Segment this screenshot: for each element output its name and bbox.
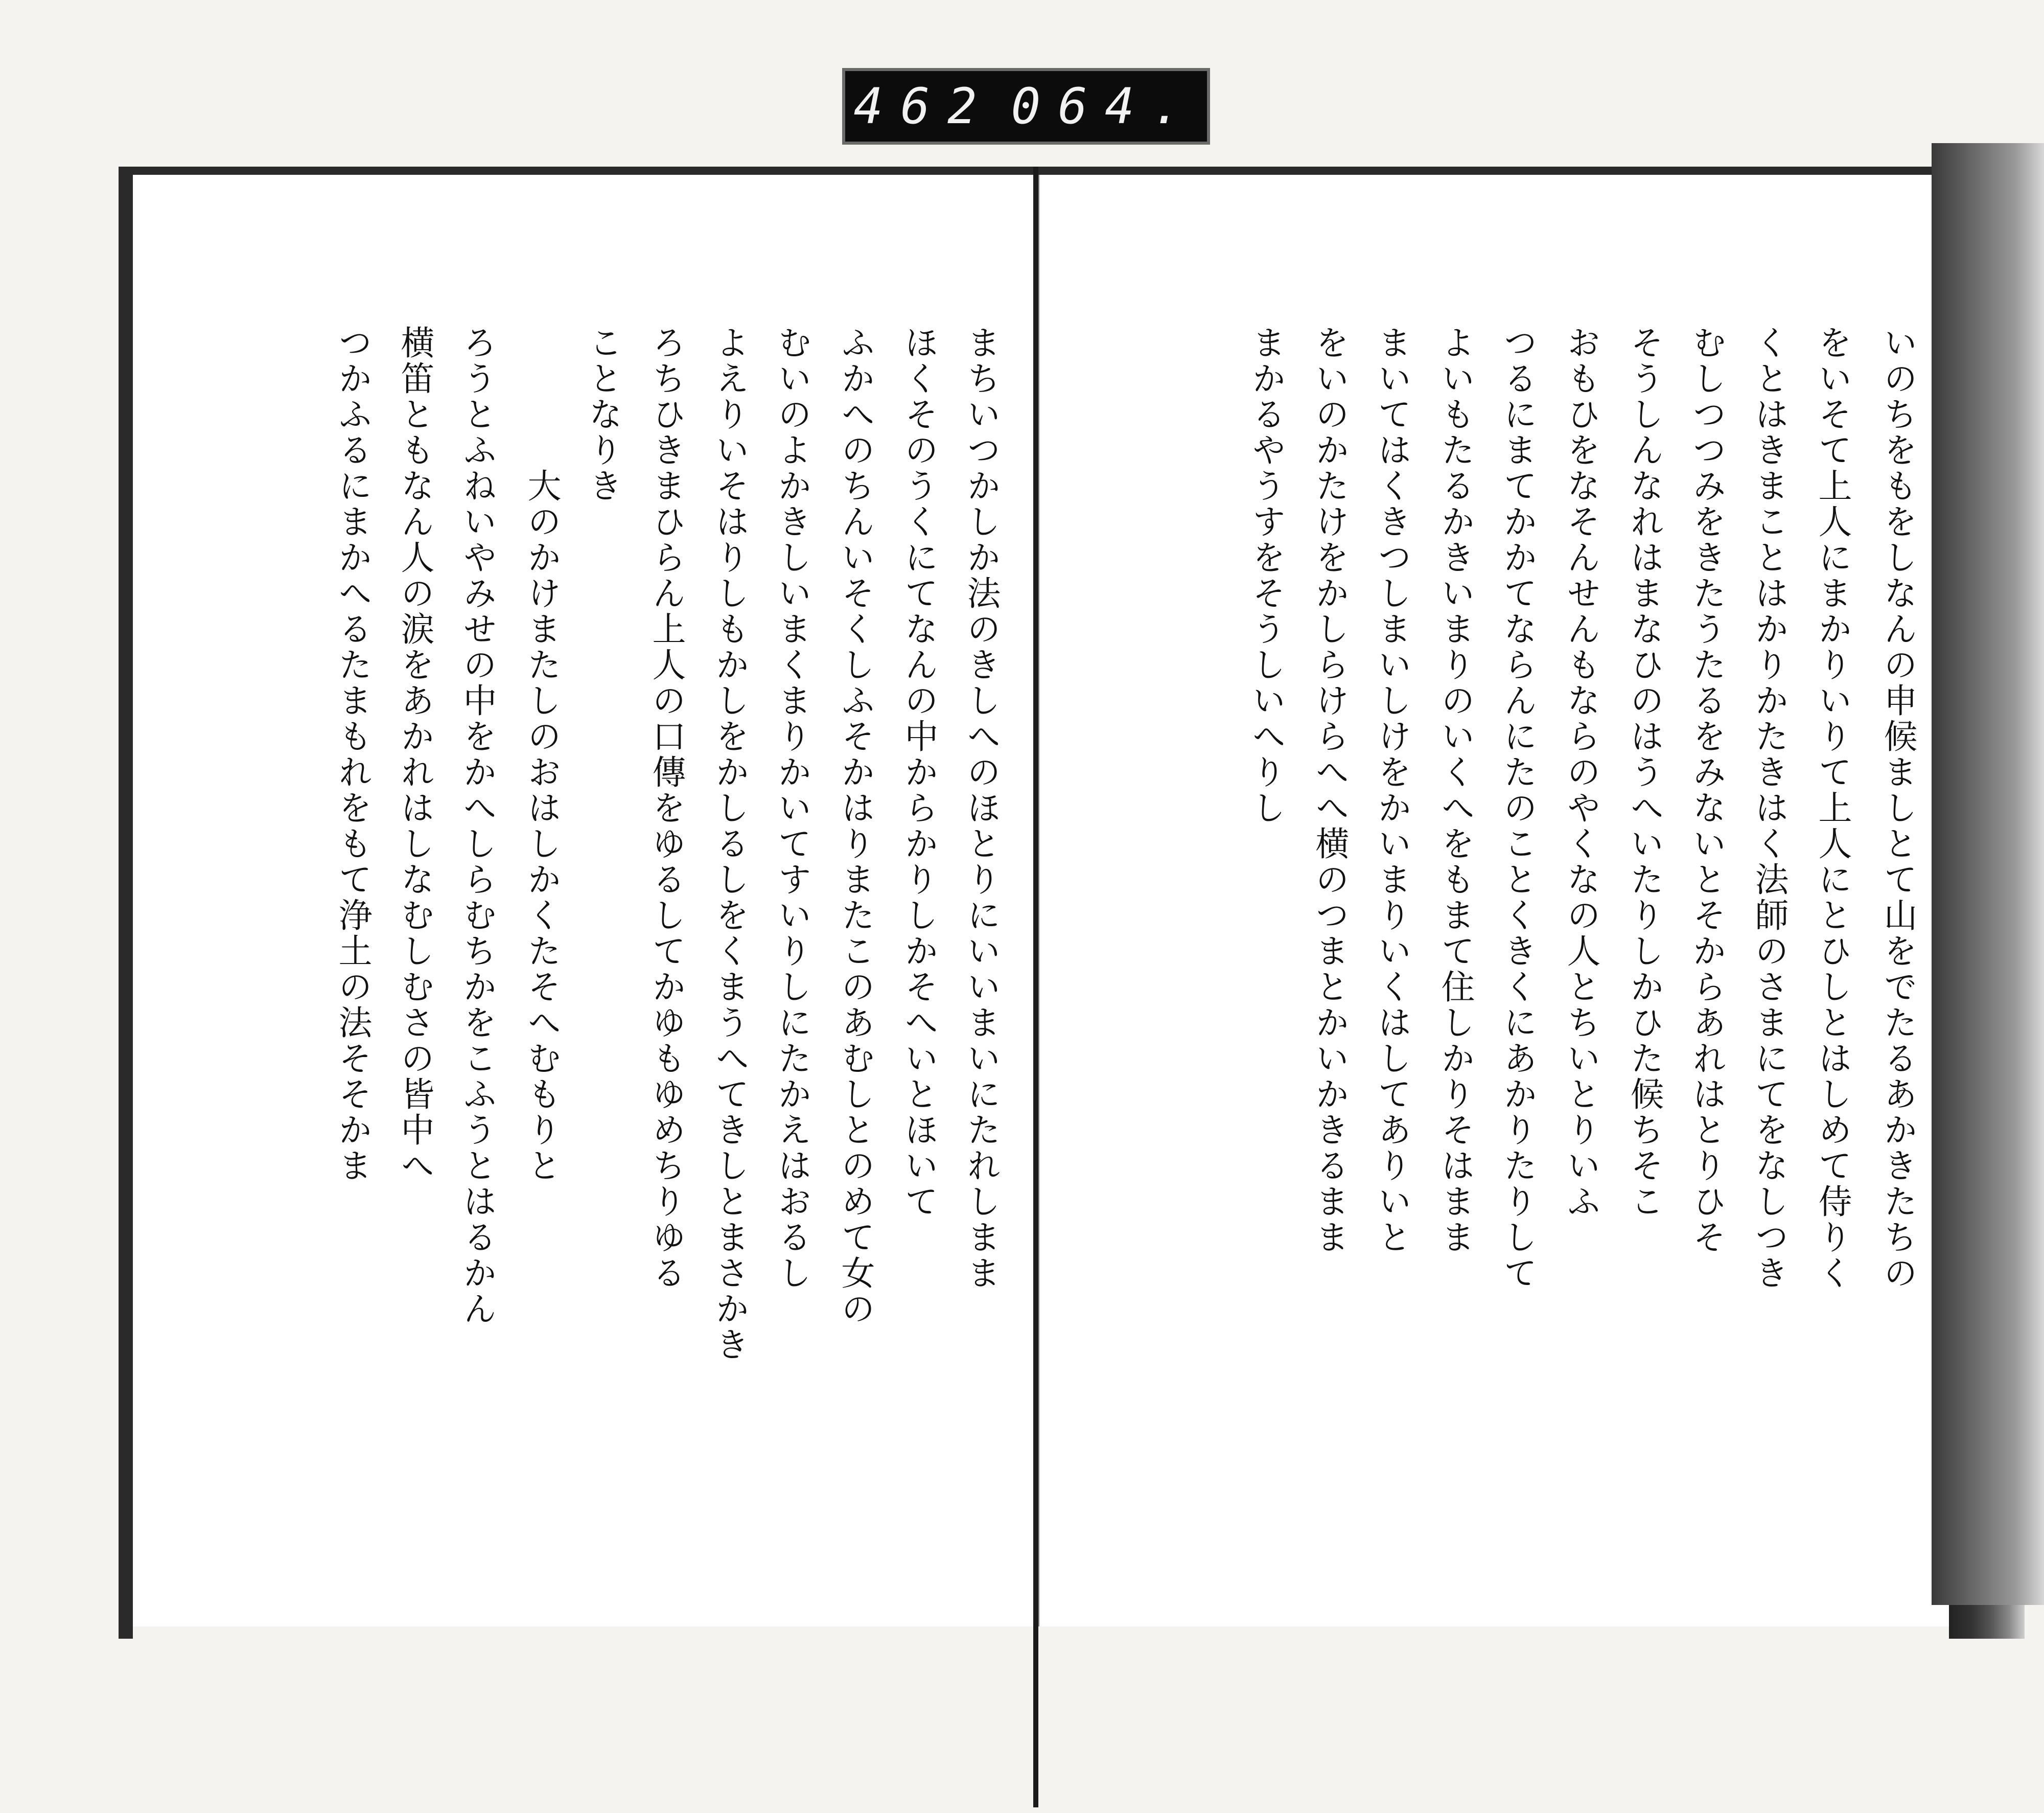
left-col-6: ろちひきまひらん上人の口傳をゆるしてかゆもゆめちりゆる bbox=[646, 325, 686, 1291]
left-col-5: よえりいそはりしもかしをかしるしをくまうへてきしとまさかき bbox=[710, 325, 749, 1363]
right-col-7: つるにまてかかてならんにたのことくきくにあかりたりして bbox=[1498, 325, 1537, 1291]
right-col-3: くとはきまことはかりかたきはく法師のさまにてをなしつき bbox=[1749, 325, 1788, 1291]
right-col-5: そうしんなれはまなひのはうへいたりしかひた候ちそこ bbox=[1624, 325, 1664, 1220]
frame-number-right: 064. bbox=[1011, 78, 1199, 135]
left-col-4: むいのよかきしいまくまりかいてすいりしにたかえはおるし bbox=[772, 325, 811, 1291]
left-col-3: ふかへのちんいそくしふそかはりまたこのあむしとのめて女の bbox=[835, 325, 875, 1327]
frame-number-left: 462 bbox=[853, 78, 994, 135]
right-col-8: よいもたるかきいまりのいくへをもまて住しかりそはまま bbox=[1435, 325, 1475, 1255]
right-col-6: おもひをなそんせんもならのやくなの人とちいとりいふ bbox=[1561, 325, 1600, 1220]
right-col-2: をいそて上人にまかりいりて上人にとひしとはしめて侍りく bbox=[1813, 325, 1852, 1291]
right-col-1: いのちをもをしなんの申候ましとて山をでたるあかきたちの bbox=[1878, 325, 1917, 1291]
left-col-9: ろうとふねいやみせの中をかへしらむちかをこふうとはるかん bbox=[457, 325, 497, 1327]
cover-edge-top bbox=[119, 167, 1973, 175]
scan-shadow-right bbox=[1932, 143, 2044, 1605]
book bbox=[119, 167, 2025, 1639]
left-col-8: 大のかけまたしのおはしかくたそへむもりと bbox=[522, 468, 561, 1184]
left-col-11: つかふるにまかへるたまもれをもて浄土の法そそかま bbox=[333, 325, 372, 1184]
left-col-10: 横笛ともなん人の涙をあかれはしなむしむさの皆中へ bbox=[395, 325, 434, 1184]
left-col-1: まちいつかしか法のきしへのほとりにいいまいにたれしまま bbox=[961, 325, 1001, 1291]
right-col-10: をいのかたけをかしらけらへへ横のつまとかいかきるまま bbox=[1310, 325, 1349, 1255]
left-col-2: ほくそのうくにてなんの中からかりしかそへいとほいて bbox=[899, 325, 938, 1220]
right-col-4: むしつつみをきたうたるをみないとそからあれはとりひそ bbox=[1687, 325, 1726, 1255]
right-col-11: まかるやうすをそうしいへりし bbox=[1246, 325, 1286, 826]
left-col-7: ことなりき bbox=[583, 325, 622, 504]
right-col-9: まいてはくきつしまいしけをかいまりいくはしてありいと bbox=[1372, 325, 1411, 1255]
frame-number-label bbox=[842, 68, 1210, 145]
book-spine bbox=[1033, 167, 1038, 1807]
cover-edge-left bbox=[119, 167, 133, 1639]
